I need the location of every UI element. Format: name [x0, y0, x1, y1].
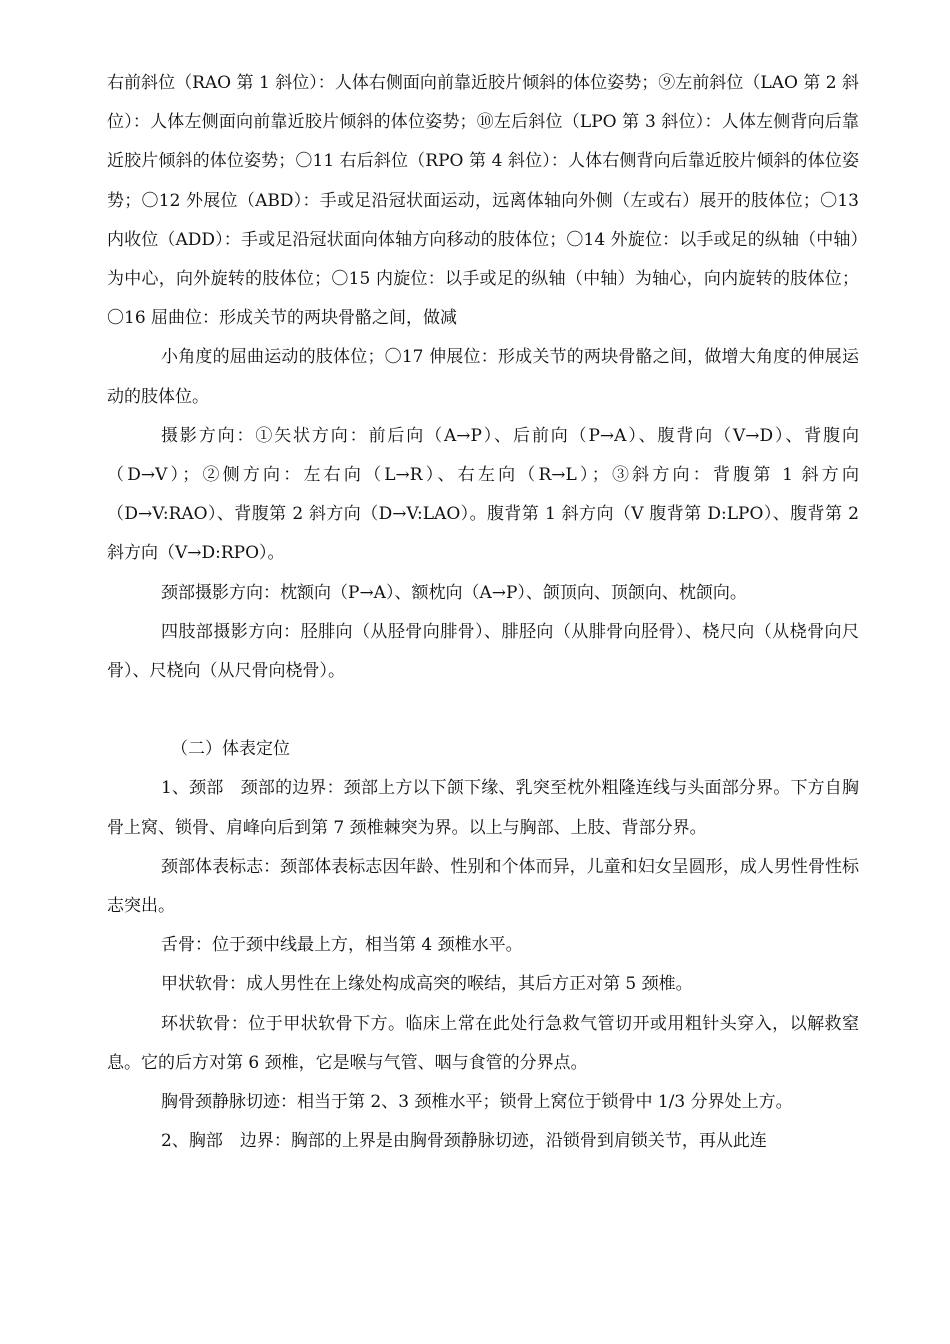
paragraph-projection-directions: 摄影方向：①矢状方向：前后向（A→P）、后前向（P→A）、腹背向（V→D）、背腹向（D→V）；②侧方向：左右向（L→R）、右左向（R→L）；③斜方向：背腹第 1 斜方向（D→V:RAO）、背腹第 2 斜方向（D→V:LAO）。腹背第 1 斜方向（V 腹背第 D:LPO）、腹背第 2 斜方向（V→D:RPO）。: [107, 425, 859, 564]
paragraph-neck-projection: 颈部摄影方向：枕额向（P→A）、额枕向（A→P）、颌顶向、顶颌向、枕颌向。: [161, 582, 747, 603]
paragraph-jugular-notch: 胸骨颈静脉切迹：相当于第 2、3 颈椎水平；锁骨上窝位于锁骨中 1/3 分界处上方。: [161, 1092, 793, 1113]
section-heading: （二）体表定位: [171, 739, 290, 760]
paragraph-positions-continued: 右前斜位（RAO 第 1 斜位）：人体右侧面向前靠近胶片倾斜的体位姿势；⑨左前斜位（LAO 第 2 斜位）：人体左侧面向前靠近胶片倾斜的体位姿势；⑩左后斜位（LPO 第 3 斜位）：人体左侧背向后靠近胶片倾斜的体位姿势；〇11 右后斜位（RPO 第 4 斜位）：人体右侧背向后靠近胶片倾斜的体位姿势；〇12 外展位（ABD）：手或足沿冠状面运动，远离体轴向外侧（左或右）展开的肢体位；〇13 内收位（ADD）：手或足沿冠状面向体轴方向移动的肢体位；〇14 外旋位：以手或足的纵轴（中轴）为中心，向外旋转的肢体位；〇15 内旋位：以手或足的纵轴（中轴）为轴心，向内旋转的肢体位；〇16 屈曲位：形成关节的两块骨骼之间，做减: [107, 73, 859, 329]
document-body: [107, 64, 859, 1161]
paragraph-thyroid-cartilage: 甲状软骨：成人男性在上缘处构成高突的喉结，其后方正对第 5 颈椎。: [161, 974, 693, 995]
paragraph-hyoid: 舌骨：位于颈中线最上方，相当第 4 颈椎水平。: [161, 935, 523, 956]
paragraph-chest-boundary: 2、胸部 边界：胸部的上界是由胸骨颈静脉切迹，沿锁骨到肩锁关节，再从此连: [161, 1131, 767, 1152]
paragraph-limb-projection: 四肢部摄影方向：胫腓向（从胫骨向腓骨）、腓胫向（从腓骨向胫骨）、桡尺向（从桡骨向尺骨）、尺桡向（从尺骨向桡骨）。: [107, 621, 859, 682]
paragraph-neck-landmarks: 颈部体表标志：颈部体表标志因年龄、性别和个体而异，儿童和妇女呈圆形，成人男性骨性标志突出。: [107, 856, 859, 917]
paragraph-neck-boundary: 1、颈部 颈部的边界：颈部上方以下颌下缘、乳突至枕外粗隆连线与头面部分界。下方自胸骨上窝、锁骨、肩峰向后到第 7 颈椎棘突为界。以上与胸部、上肢、背部分界。: [107, 778, 859, 838]
blank-line: [107, 691, 859, 730]
paragraph-cricoid-cartilage: 环状软骨：位于甲状软骨下方。临床上常在此处行急救气管切开或用粗针头穿入，以解救窒息。它的后方对第 6 颈椎，它是喉与气管、咽与食管的分界点。: [107, 1013, 859, 1073]
paragraph-flexion-extension: 小角度的屈曲运动的肢体位；〇17 伸展位：形成关节的两块骨骼之间，做增大角度的伸展运动的肢体位。: [107, 347, 859, 407]
